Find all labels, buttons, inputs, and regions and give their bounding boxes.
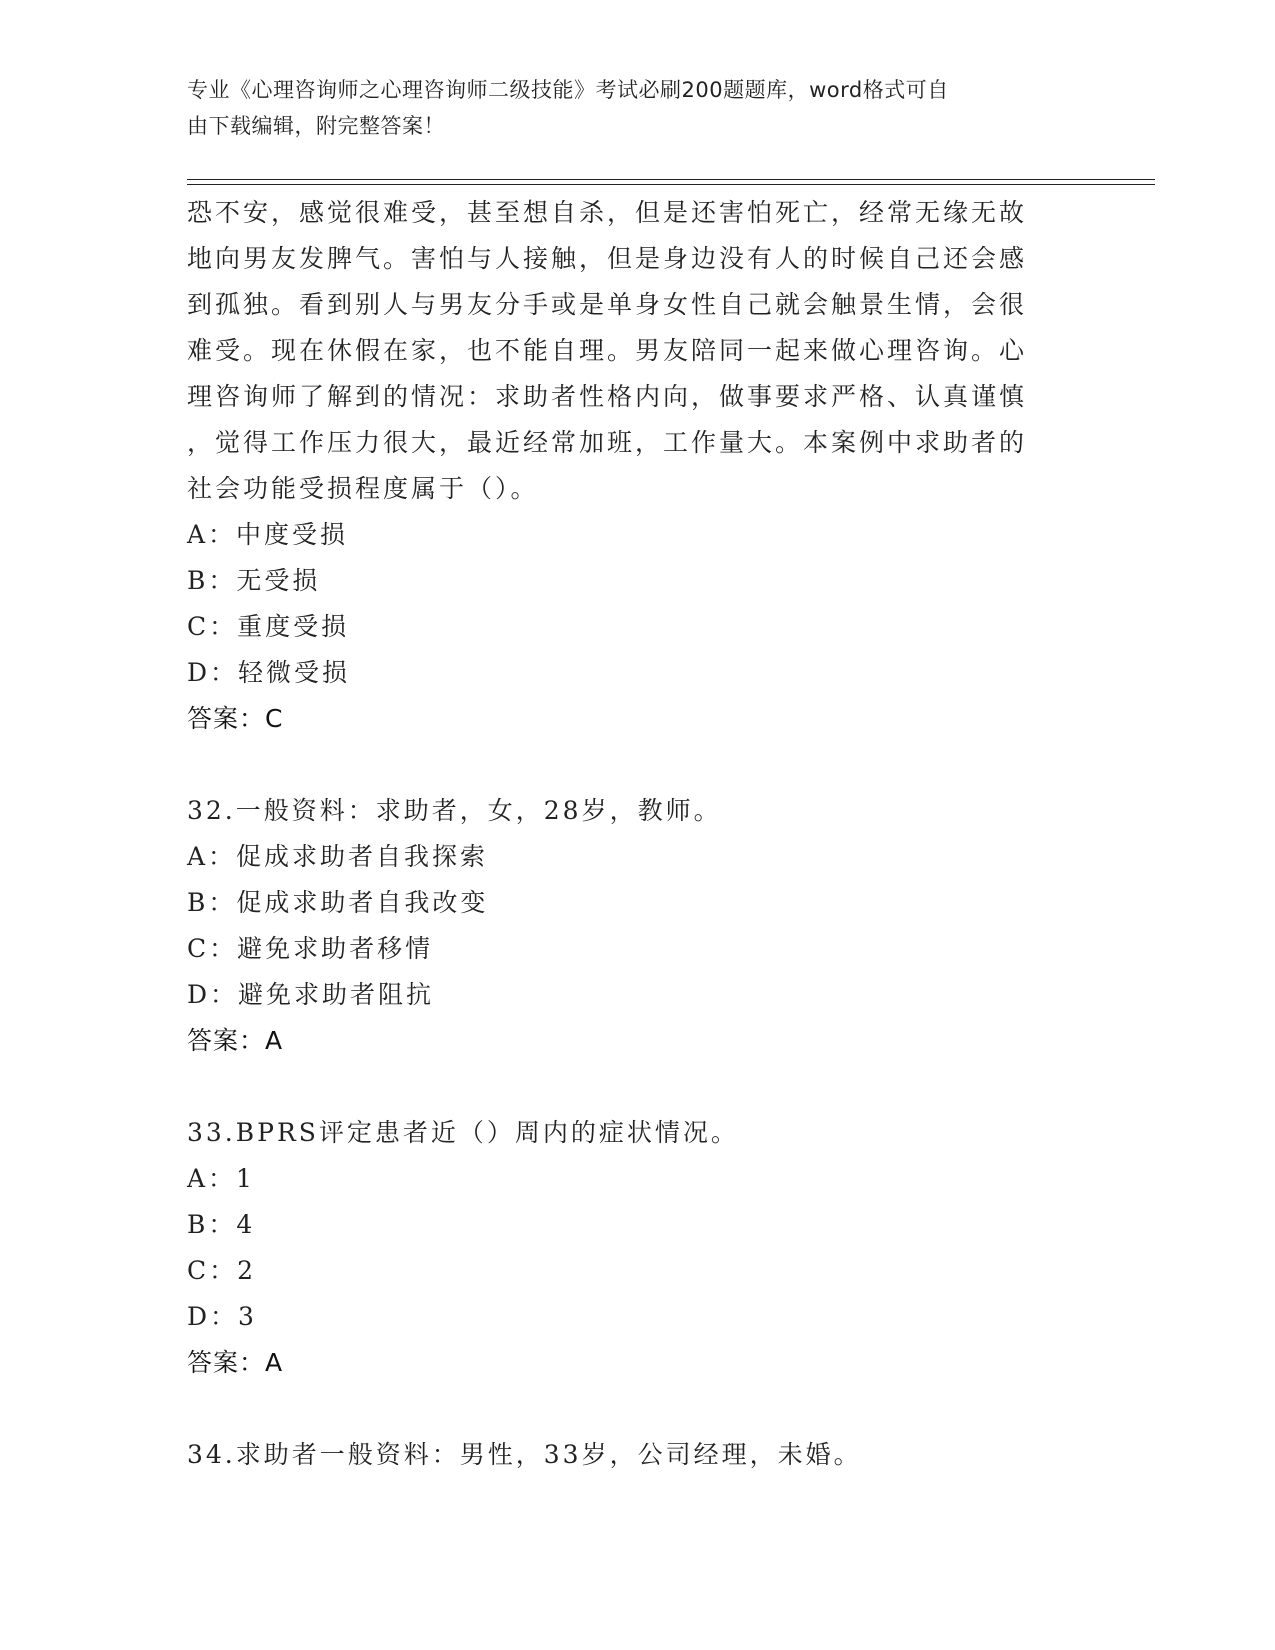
option-b: B：4 bbox=[187, 1210, 256, 1239]
option-d: D：3 bbox=[187, 1302, 257, 1331]
question-stem: 33.BPRS评定患者近（）周内的症状情况。 bbox=[187, 1118, 739, 1147]
option-c: C：重度受损 bbox=[187, 612, 350, 641]
question-32 bbox=[187, 788, 1067, 1064]
question-stem-line: 恐不安，感觉很难受，甚至想自杀，但是还害怕死亡，经常无缘无故 bbox=[187, 198, 1028, 227]
answer: 答案：A bbox=[187, 1026, 284, 1055]
answer: 答案：C bbox=[187, 704, 284, 733]
option-b: B：无受损 bbox=[187, 566, 321, 595]
question-gap bbox=[187, 1064, 1067, 1110]
question-stem-line: 社会功能受损程度属于（）。 bbox=[187, 474, 539, 503]
question-stem-line: 理咨询师了解到的情况：求助者性格内向，做事要求严格、认真谨慎 bbox=[187, 382, 1028, 411]
option-a: A：促成求助者自我探索 bbox=[187, 842, 489, 871]
option-a: A：1 bbox=[187, 1164, 255, 1193]
option-c: C：避免求助者移情 bbox=[187, 934, 434, 963]
option-d: D：避免求助者阻抗 bbox=[187, 980, 435, 1009]
document-body bbox=[187, 190, 1067, 1478]
question-34 bbox=[187, 1432, 1067, 1478]
question-stem: 34.求助者一般资料：男性，33岁，公司经理，未婚。 bbox=[187, 1440, 862, 1469]
answer: 答案：A bbox=[187, 1348, 284, 1377]
question-31 bbox=[187, 190, 1067, 742]
question-gap bbox=[187, 1386, 1067, 1432]
question-stem: 32.一般资料：求助者，女，28岁，教师。 bbox=[187, 796, 722, 825]
header-rule-top bbox=[187, 179, 1155, 180]
option-c: C：2 bbox=[187, 1256, 257, 1285]
option-d: D：轻微受损 bbox=[187, 658, 351, 687]
option-b: B：促成求助者自我改变 bbox=[187, 888, 489, 917]
question-stem-line: 难受。现在休假在家，也不能自理。男友陪同一起来做心理咨询。心 bbox=[187, 336, 1028, 365]
question-gap bbox=[187, 742, 1067, 788]
question-stem-line: ，觉得工作压力很大，最近经常加班，工作量大。本案例中求助者的 bbox=[187, 428, 1028, 457]
option-a: A：中度受损 bbox=[187, 520, 349, 549]
header-line-1: 专业《心理咨询师之心理咨询师二级技能》考试必刷200题题库，word格式可自 bbox=[187, 78, 949, 102]
question-stem-line: 到孤独。看到别人与男友分手或是单身女性自己就会触景生情，会很 bbox=[187, 290, 1028, 319]
header-line-2: 由下载编辑，附完整答案！ bbox=[187, 114, 445, 138]
header-rule-bottom bbox=[187, 184, 1155, 185]
page-header bbox=[187, 72, 1067, 144]
question-stem-line: 地向男友发脾气。害怕与人接触，但是身边没有人的时候自己还会感 bbox=[187, 244, 1028, 273]
question-33 bbox=[187, 1110, 1067, 1386]
